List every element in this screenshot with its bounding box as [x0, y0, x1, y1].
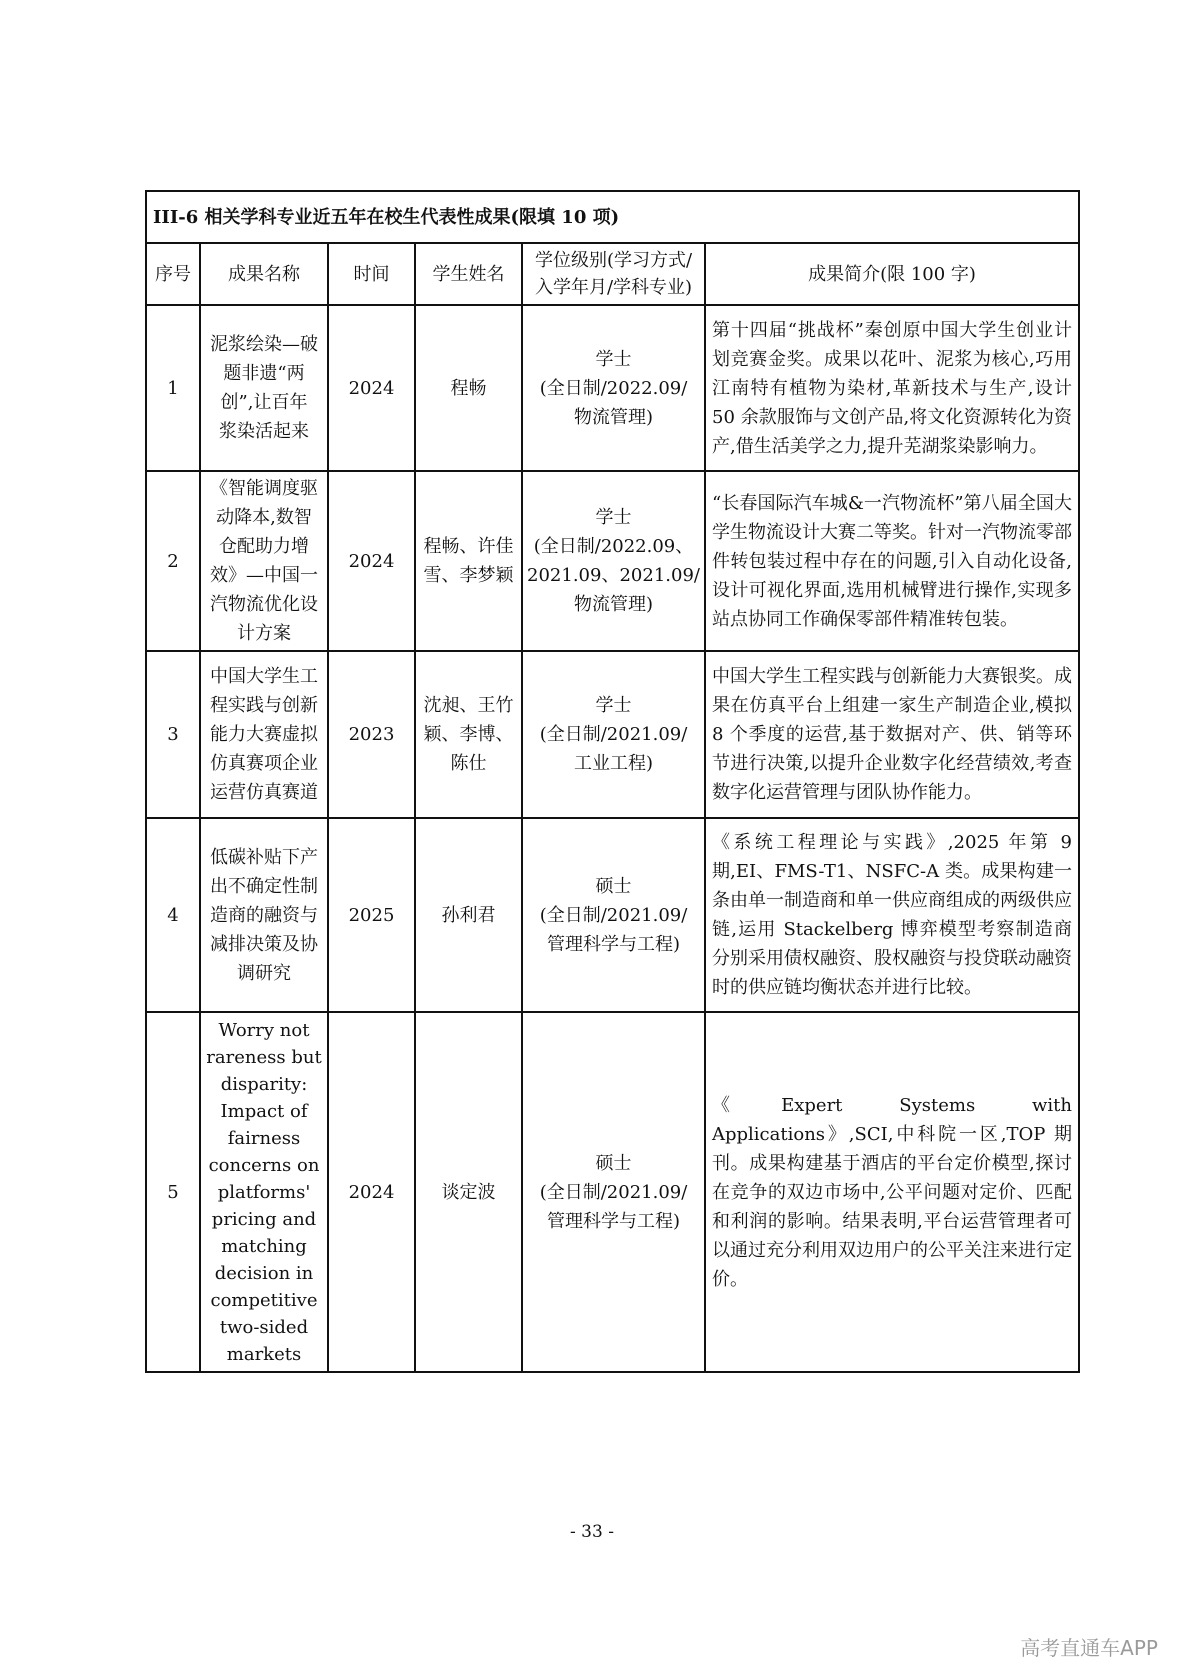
degree-line: (全日制/2022.09/ [539, 377, 688, 399]
degree-line: 硕士 [595, 1152, 632, 1174]
name-line: platforms' [217, 1181, 311, 1203]
student-names [415, 305, 522, 471]
student-names [415, 818, 522, 1012]
achievement-name [200, 818, 328, 1012]
degree-line: 管理科学与工程) [546, 1210, 681, 1232]
table-row [146, 818, 1079, 1012]
achievement-summary: 中国大学生工程实践与创新能力大赛银奖。成果在仿真平台上组建一家生产制造企业,模拟 8 个季度的运营,基于数据对产、供、销等环节进行决策,以提升企业数字化经营绩效,考查数字化运营管理与团队协作能力。 [705, 651, 1079, 818]
degree-line: 学士 [595, 695, 632, 716]
name-line: 仓配助力增 [219, 536, 309, 557]
name-line: 运营仿真赛道 [210, 782, 318, 803]
degree-line: (全日制/2021.09/ [539, 904, 688, 926]
students-line: 雪、李梦颖 [423, 565, 514, 586]
name-line: 汽物流优化设 [210, 594, 318, 615]
table-title: III-6 相关学科专业近五年在校生代表性成果(限填 10 项) [146, 191, 1079, 243]
name-line: 低碳补贴下产 [210, 846, 318, 868]
degree-line: 硕士 [595, 875, 632, 897]
row-number: 3 [146, 651, 200, 818]
table-row [146, 471, 1079, 651]
degree-line: (全日制/2021.09/ [539, 1181, 688, 1203]
degree-info [522, 818, 705, 1012]
row-number: 2 [146, 471, 200, 651]
table-title-row [146, 191, 1079, 243]
achievement-time: 2024 [328, 1012, 415, 1372]
name-line: markets [226, 1343, 302, 1365]
degree-line: 管理科学与工程) [546, 933, 681, 955]
achievement-name [200, 471, 328, 651]
name-line: fairness [227, 1127, 301, 1149]
name-line: 调研究 [237, 962, 291, 984]
student-names [415, 651, 522, 818]
students-line: 程畅 [450, 377, 487, 399]
degree-info [522, 1012, 705, 1372]
degree-line: 工业工程) [573, 753, 654, 774]
name-line: 仿真赛项企业 [210, 753, 318, 774]
header-students: 学生姓名 [415, 243, 522, 305]
name-line: 题非遗“两 [223, 363, 305, 384]
students-line: 孙利君 [441, 904, 496, 926]
name-line: Impact of [220, 1100, 308, 1122]
name-line: 《智能调度驱 [210, 478, 318, 499]
degree-line: 物流管理) [573, 406, 654, 428]
name-line: 浆染活起来 [219, 421, 309, 442]
achievement-name [200, 1012, 328, 1372]
degree-line: 2021.09、2021.09/ [527, 565, 700, 586]
students-line: 陈仕 [450, 753, 487, 774]
degree-line: (全日制/2021.09/ [539, 724, 688, 745]
students-line: 程畅、许佳 [423, 536, 514, 557]
name-line: competitive [210, 1289, 318, 1311]
name-line: 减排决策及协 [210, 933, 318, 955]
name-line: decision in [214, 1262, 314, 1284]
name-line: disparity: [220, 1073, 308, 1095]
student-names [415, 471, 522, 651]
name-line: Worry not [218, 1019, 310, 1041]
table-row [146, 305, 1079, 471]
degree-info [522, 471, 705, 651]
name-line: 中国大学生工 [210, 666, 318, 687]
header-no: 序号 [146, 243, 200, 305]
header-row [146, 243, 1079, 305]
name-line: 能力大赛虚拟 [210, 724, 318, 745]
header-degree [522, 243, 705, 305]
degree-line: 学士 [595, 507, 632, 528]
degree-info [522, 305, 705, 471]
students-line: 颖、李博、 [423, 724, 514, 745]
name-line: 效》—中国一 [210, 565, 318, 586]
achievement-name [200, 305, 328, 471]
students-line: 谈定波 [441, 1181, 496, 1203]
name-line: two-sided [219, 1316, 309, 1338]
achievements-table [145, 190, 1080, 1373]
header-degree-line: 入学年月/学科专业) [534, 277, 693, 298]
header-time: 时间 [328, 243, 415, 305]
table-row [146, 1012, 1079, 1372]
degree-line: (全日制/2022.09、 [533, 536, 694, 557]
header-summary: 成果简介(限 100 字) [705, 243, 1079, 305]
name-line: 动降本,数智 [216, 507, 312, 528]
achievement-summary: 《Expert Systems with Applications》,SCI,中科院一区,TOP 期刊。成果构建基于酒店的平台定价模型,探讨在竞争的双边市场中,公平问题对定价、匹配和利润的影响。结果表明,平台运营管理者可以通过充分利用双边用户的公平关注来进行定价。 [705, 1012, 1079, 1372]
name-line: pricing and [211, 1208, 317, 1230]
name-line: matching [221, 1235, 307, 1257]
achievement-summary: 第十四届“挑战杯”秦创原中国大学生创业计划竞赛金奖。成果以花叶、泥浆为核心,巧用江南特有植物为染材,革新技术与生产,设计 50 余款服饰与文创产品,将文化资源转化为资产,借生活美学之力,提升芜湖浆染影响力。 [705, 305, 1079, 471]
header-name: 成果名称 [200, 243, 328, 305]
student-names [415, 1012, 522, 1372]
watermark: 高考直通车APP [1020, 1636, 1158, 1660]
name-line: 造商的融资与 [210, 904, 318, 926]
achievement-time: 2023 [328, 651, 415, 818]
table-row [146, 651, 1079, 818]
name-line: 泥浆绘染—破 [210, 334, 318, 355]
name-line: 程实践与创新 [210, 695, 318, 716]
page-number: - 33 - [570, 1522, 614, 1542]
degree-line: 学士 [595, 348, 632, 370]
name-line: concerns on [208, 1154, 320, 1176]
achievement-summary: “长春国际汽车城&一汽物流杯”第八届全国大学生物流设计大赛二等奖。针对一汽物流零部件转包装过程中存在的问题,引入自动化设备,设计可视化界面,选用机械臂进行操作,实现多站点协同工作确保零部件精准转包装。 [705, 471, 1079, 651]
row-number: 1 [146, 305, 200, 471]
row-number: 4 [146, 818, 200, 1012]
degree-info [522, 651, 705, 818]
header-degree-line: 学位级别(学习方式/ [534, 250, 693, 271]
students-line: 沈昶、王竹 [423, 695, 514, 716]
achievement-time: 2025 [328, 818, 415, 1012]
name-line: 出不确定性制 [210, 875, 318, 897]
row-number: 5 [146, 1012, 200, 1372]
achievement-name [200, 651, 328, 818]
degree-line: 物流管理) [573, 594, 654, 615]
name-line: 计方案 [237, 623, 291, 644]
achievement-summary: 《系统工程理论与实践》,2025 年第 9 期,EI、FMS-T1、NSFC-A 类。成果构建一条由单一制造商和单一供应商组成的两级供应链,运用 Stackelberg 博弈模型考察制造商分别采用债权融资、股权融资与投贷联动融资时的供应链均衡状态并进行比较。 [705, 818, 1079, 1012]
achievement-time: 2024 [328, 305, 415, 471]
name-line: 创”,让百年 [220, 392, 308, 413]
name-line: rareness but [206, 1046, 322, 1068]
achievement-time: 2024 [328, 471, 415, 651]
